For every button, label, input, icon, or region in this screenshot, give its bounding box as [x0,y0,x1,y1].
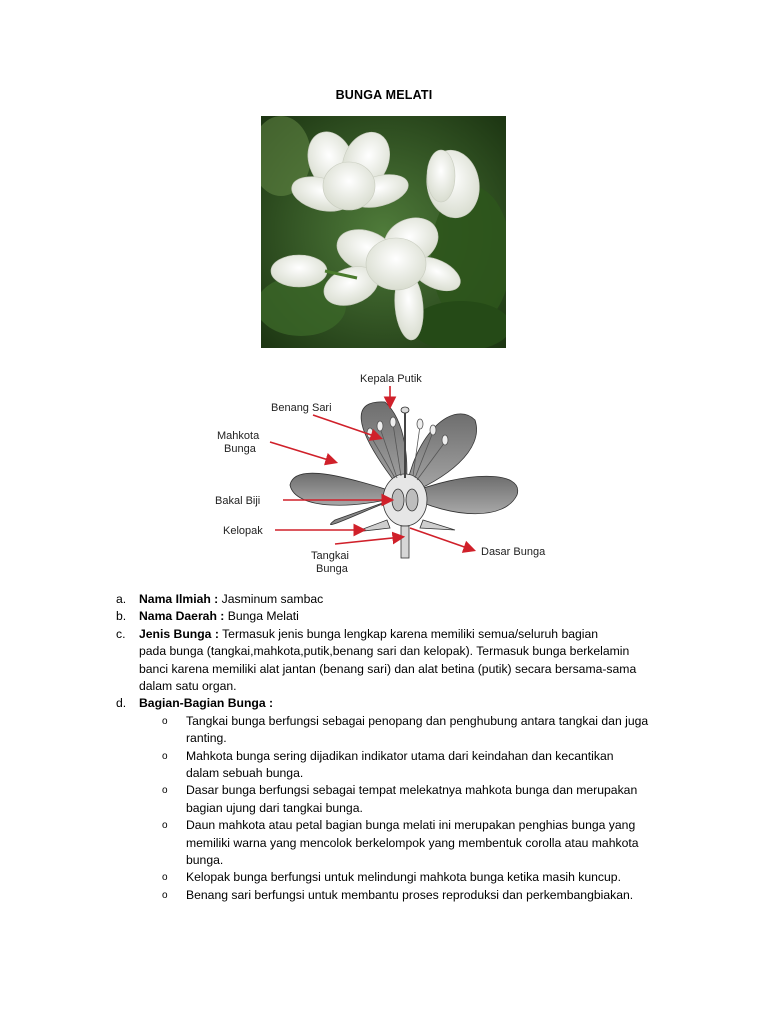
page-title: BUNGA MELATI [335,88,433,102]
label-kepala-putik: Kepala Putik [360,373,422,385]
label-kelopak: Kelopak [223,525,263,537]
flower-diagram [205,360,565,580]
label-dasar-bunga: Dasar Bunga [481,546,546,558]
label-tangkai-line2: Bunga [316,563,348,575]
label-benang-sari: Benang Sari [271,402,332,414]
label-mahkota-line2: Bunga [224,443,256,455]
flower-drawing [290,402,518,558]
label-mahkota-line1: Mahkota [217,430,260,442]
label-tangkai-line1: Tangkai [311,550,349,562]
label-bakal-biji: Bakal Biji [215,495,261,507]
jasmine-photo [261,116,506,348]
